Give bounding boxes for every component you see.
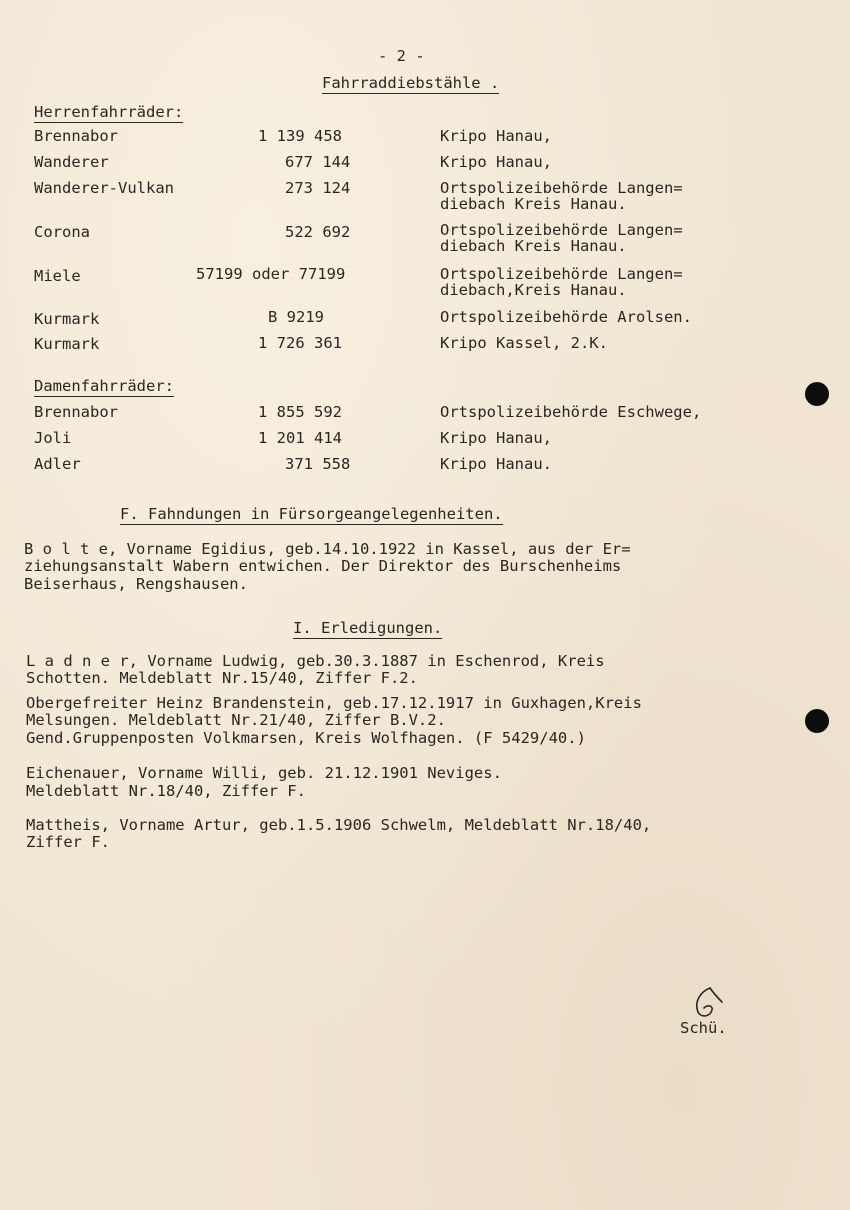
- bike-brand: Joli: [34, 429, 72, 447]
- frame-number: 677 144: [285, 153, 351, 171]
- paragraph-line: Ziffer F.: [26, 833, 110, 851]
- bike-brand: Kurmark: [34, 310, 100, 328]
- reporting-authority-continued: diebach,Kreis Hanau.: [440, 281, 627, 299]
- paragraph-line: Meldeblatt Nr.18/40, Ziffer F.: [26, 782, 306, 800]
- frame-number: B 9219: [268, 308, 324, 326]
- paragraph-line: Mattheis, Vorname Artur, geb.1.5.1906 Schwelm, Meldeblatt Nr.18/40,: [26, 816, 652, 834]
- bike-brand: Kurmark: [34, 335, 100, 353]
- signature-initials: Schü.: [680, 1019, 727, 1037]
- bike-brand: Wanderer-Vulkan: [34, 179, 174, 197]
- frame-number: 1 201 414: [258, 429, 342, 447]
- reporting-authority: Ortspolizeibehörde Arolsen.: [440, 308, 692, 326]
- paragraph-line: Eichenauer, Vorname Willi, geb. 21.12.1901 Neviges.: [26, 764, 502, 782]
- reporting-authority: Ortspolizeibehörde Eschwege,: [440, 403, 702, 421]
- reporting-authority: Kripo Hanau,: [440, 429, 552, 447]
- frame-number: 1 726 361: [258, 334, 342, 352]
- page-number: - 2 -: [378, 47, 425, 65]
- womens-bikes-heading: Damenfahrräder:: [34, 377, 174, 395]
- bike-brand: Wanderer: [34, 153, 109, 171]
- reporting-authority: Kripo Hanau,: [440, 153, 552, 171]
- reporting-authority: Kripo Hanau,: [440, 127, 552, 145]
- reporting-authority: Ortspolizeibehörde Langen=: [440, 179, 683, 197]
- bike-brand: Brennabor: [34, 127, 118, 145]
- bike-brand: Brennabor: [34, 403, 118, 421]
- frame-number: 522 692: [285, 223, 351, 241]
- paragraph-line: Gend.Gruppenposten Volkmarsen, Kreis Wolfhagen. (F 5429/40.): [26, 729, 586, 747]
- frame-number: 273 124: [285, 179, 351, 197]
- signature-mark: [688, 984, 728, 1024]
- reporting-authority: Ortspolizeibehörde Langen=: [440, 221, 683, 239]
- punch-hole-top: [805, 382, 829, 406]
- paragraph-line: Melsungen. Meldeblatt Nr.21/40, Ziffer B.V.2.: [26, 711, 446, 729]
- reporting-authority-continued: diebach Kreis Hanau.: [440, 195, 627, 213]
- frame-number: 57199 oder 77199: [196, 265, 346, 283]
- bike-brand: Adler: [34, 455, 81, 473]
- paragraph-line: B o l t e, Vorname Egidius, geb.14.10.1922 in Kassel, aus der Er=: [24, 540, 631, 558]
- document-title: Fahrraddiebstähle .: [322, 74, 500, 92]
- reporting-authority: Kripo Hanau.: [440, 455, 552, 473]
- paragraph-line: Schotten. Meldeblatt Nr.15/40, Ziffer F.2.: [26, 669, 418, 687]
- mens-bikes-heading: Herrenfahrräder:: [34, 103, 184, 121]
- bike-brand: Miele: [34, 267, 81, 285]
- reporting-authority-continued: diebach Kreis Hanau.: [440, 237, 627, 255]
- reporting-authority: Ortspolizeibehörde Langen=: [440, 265, 683, 283]
- frame-number: 371 558: [285, 455, 351, 473]
- bike-brand: Corona: [34, 223, 90, 241]
- frame-number: 1 139 458: [258, 127, 342, 145]
- frame-number: 1 855 592: [258, 403, 342, 421]
- paragraph-line: Obergefreiter Heinz Brandenstein, geb.17.12.1917 in Guxhagen,Kreis: [26, 694, 642, 712]
- punch-hole-bottom: [805, 709, 829, 733]
- paragraph-line: ziehungsanstalt Wabern entwichen. Der Direktor des Burschenheims: [24, 557, 622, 575]
- paragraph-line: Beiserhaus, Rengshausen.: [24, 575, 248, 593]
- paragraph-line: L a d n e r, Vorname Ludwig, geb.30.3.1887 in Eschenrod, Kreis: [26, 652, 605, 670]
- section-i-heading: I. Erledigungen.: [293, 619, 443, 637]
- reporting-authority: Kripo Kassel, 2.K.: [440, 334, 608, 352]
- section-f-heading: F. Fahndungen in Fürsorgeangelegenheiten.: [120, 505, 503, 523]
